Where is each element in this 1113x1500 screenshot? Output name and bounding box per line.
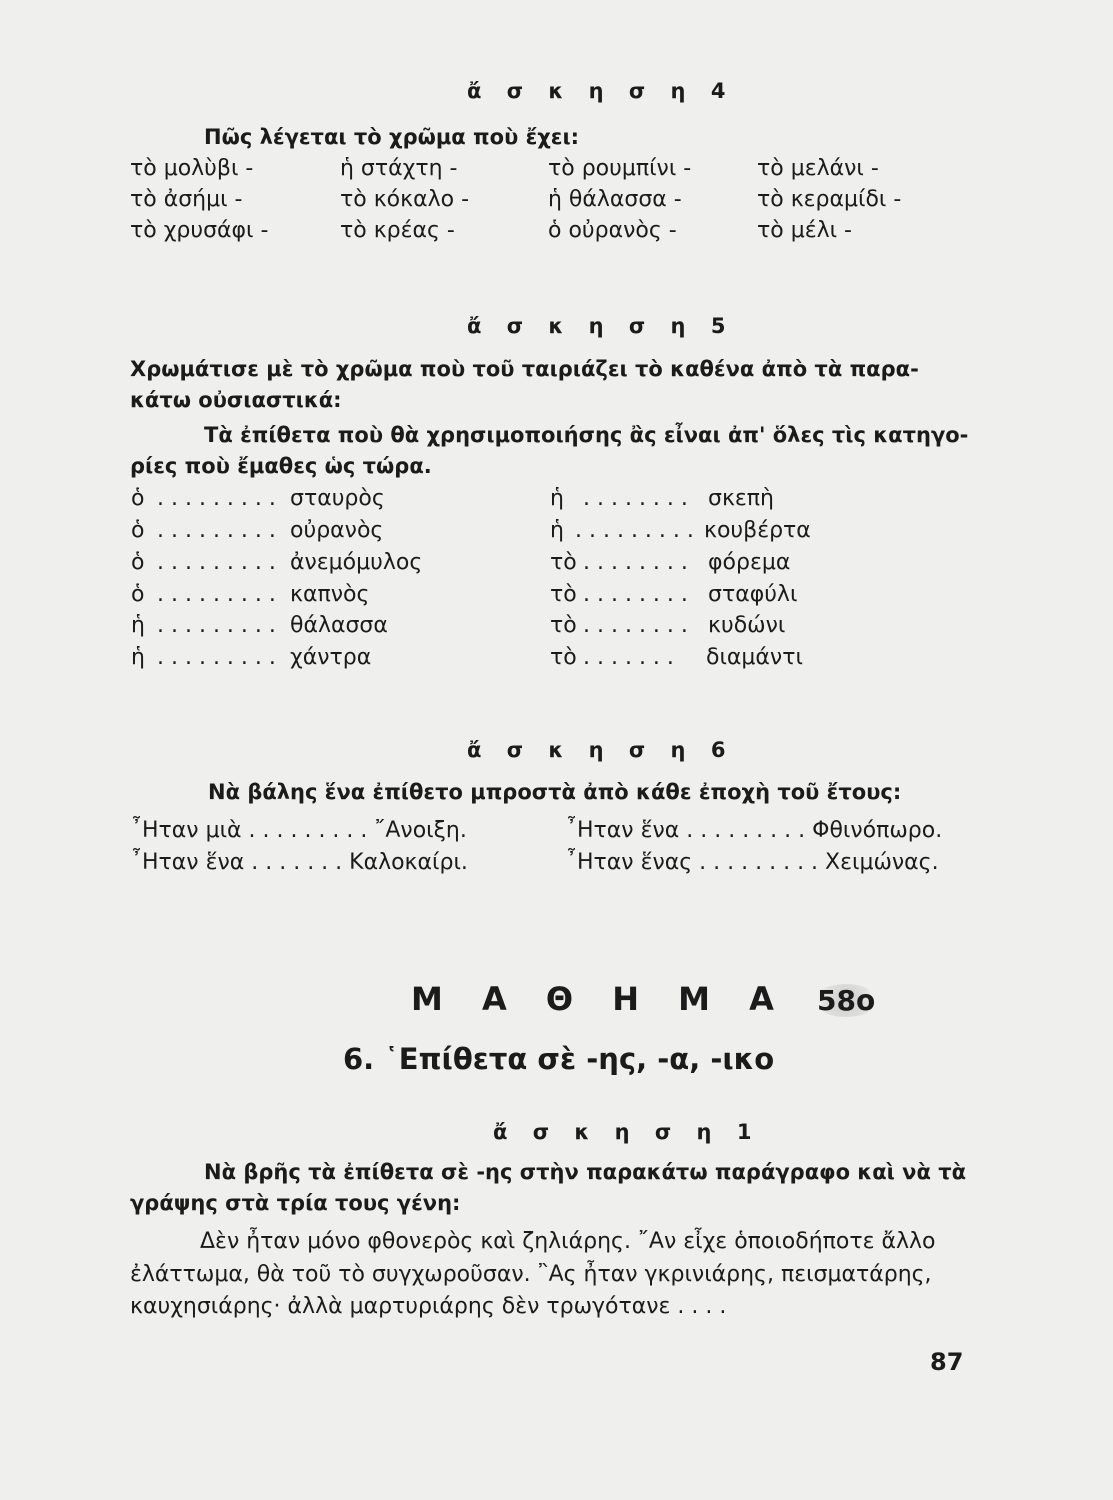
exercise-1-paragraph-line-3: καυχησιάρης· ἀλλὰ μαρτυριάρης δὲν τρωγότανε . . . . (130, 1294, 727, 1319)
ex5-right-article: ἡ (550, 486, 564, 511)
ex5-left-noun: οὐρανὸς (290, 518, 384, 543)
ex4-cell: τὸ κρέας - (340, 218, 455, 243)
ex5-left-blank: . . . . . . . . . (157, 486, 276, 511)
ex5-left-noun: καπνὸς (290, 582, 370, 607)
exercise-5-note-line-1: Τὰ ἐπίθετα ποὺ θὰ χρησιμοποιήσης ἂς εἶναι ἀπ' ὅλες τὶς κατηγο- (204, 423, 969, 447)
page-number: 87 (930, 1348, 964, 1376)
ex4-cell: τὸ μελάνι - (757, 156, 879, 181)
ex5-right-noun: κουβέρτα (704, 518, 811, 543)
exercise-1-instruction-line-1: Νὰ βρῆς τὰ ἐπίθετα σὲ -ης στὴν παρακάτω παράγραφο καὶ νὰ τὰ (204, 1160, 967, 1184)
exercise-5-instruction-line-2: κάτω οὐσιαστικά: (130, 388, 342, 412)
exercise-1-paragraph-line-1: Δὲν ἦταν μόνο φθονερὸς καὶ ζηλιάρης. ῎Αν εἶχε ὁποιοδήποτε ἄλλο (200, 1229, 936, 1254)
ex5-right-noun: φόρεμα (708, 550, 791, 575)
exercise-6-heading: ἄ σ κ η σ η 6 (467, 738, 735, 762)
ex5-left-blank: . . . . . . . . . (157, 550, 276, 575)
ex5-right-article: τὸ (550, 645, 577, 670)
ex5-right-blank: . . . . . . . . (583, 582, 688, 607)
exercise-1-instruction-line-2: γράψης στὰ τρία τους γένη: (130, 1191, 461, 1215)
ex5-left-blank: . . . . . . . . . (157, 645, 276, 670)
exercise-4-heading: ἄ σ κ η σ η 4 (467, 79, 735, 103)
ex5-right-article: τὸ (550, 613, 577, 638)
ex5-left-article: ὁ (131, 486, 145, 511)
ex5-right-blank: . . . . . . . . (583, 613, 688, 638)
ex5-right-blank: . . . . . . . (583, 645, 674, 670)
ex4-cell: ἡ θάλασσα - (548, 187, 682, 212)
exercise-5-heading: ἄ σ κ η σ η 5 (467, 314, 735, 338)
ex5-left-article: ὁ (131, 518, 145, 543)
lesson-number: 58ο (813, 984, 879, 1017)
exercise-5-instruction-line-1: Χρωμάτισε μὲ τὸ χρῶμα ποὺ τοῦ ταιριάζει τὸ καθένα ἀπὸ τὰ παρα- (130, 357, 919, 381)
ex4-cell: τὸ χρυσάφι - (130, 218, 269, 243)
ex6-cell: ῏Ηταν ἕνα . . . . . . . Καλοκαίρι. (131, 850, 468, 875)
ex5-left-noun: σταυρὸς (290, 486, 385, 511)
ex5-left-article: ὁ (131, 582, 145, 607)
ex5-right-article: τὸ (550, 582, 577, 607)
ex5-left-article: ἡ (131, 613, 145, 638)
ex5-left-blank: . . . . . . . . . (157, 582, 276, 607)
ex5-right-blank: . . . . . . . . (583, 486, 688, 511)
ex5-right-noun: σταφύλι (708, 582, 798, 607)
ex5-right-blank: . . . . . . . . . (575, 518, 694, 543)
ex4-cell: τὸ κόκαλο - (340, 187, 470, 212)
exercise-5-note-line-2: ρίες ποὺ ἔμαθες ὡς τώρα. (130, 454, 432, 478)
ex6-cell: ῏Ηταν μιὰ . . . . . . . . . ῎Ανοιξη. (131, 818, 467, 843)
ex5-right-noun: σκεπὴ (708, 486, 774, 511)
ex4-cell: ἡ στάχτη - (340, 156, 458, 181)
exercise-1-paragraph-line-2: ἐλάττωμα, θὰ τοῦ τὸ συγχωροῦσαν. ῍Ας ἦταν γκρινιάρης, πεισματάρης, (130, 1262, 932, 1287)
ex5-left-noun: χάντρα (290, 645, 372, 670)
ex4-cell: τὸ κεραμίδι - (757, 187, 902, 212)
ex6-cell: ῏Ηταν ἕνα . . . . . . . . . Φθινόπωρο. (566, 818, 943, 843)
ex6-cell: ῏Ηταν ἕνας . . . . . . . . . Χειμώνας. (566, 850, 939, 875)
ex5-right-noun: διαμάντι (706, 645, 803, 670)
ex5-left-blank: . . . . . . . . . (157, 518, 276, 543)
lesson-title (411, 980, 879, 1018)
exercise-4-instruction: Πῶς λέγεται τὸ χρῶμα ποὺ ἔχει: (204, 125, 580, 149)
lesson-title-text: Μ Α Θ Η Μ Α (411, 980, 788, 1018)
ex5-right-blank: . . . . . . . . (583, 550, 688, 575)
ex4-cell: τὸ ρουμπίνι - (548, 156, 692, 181)
ex5-right-article: τὸ (550, 550, 577, 575)
ex5-left-blank: . . . . . . . . . (157, 613, 276, 638)
exercise-6-instruction: Νὰ βάλης ἕνα ἐπίθετο μπροστὰ ἀπὸ κάθε ἐποχὴ τοῦ ἔτους: (208, 780, 902, 804)
ex4-cell: τὸ μέλι - (757, 218, 852, 243)
ex4-cell: τὸ ἀσήμι - (130, 187, 243, 212)
ex4-cell: τὸ μολὺβι - (130, 156, 254, 181)
ex5-left-article: ἡ (131, 645, 145, 670)
ex5-left-noun: θάλασσα (290, 613, 388, 638)
ex5-right-noun: κυδώνι (708, 613, 786, 638)
exercise-1-heading: ἄ σ κ η σ η 1 (493, 1120, 761, 1144)
ex5-right-article: ἡ (550, 518, 564, 543)
ex4-cell: ὁ οὐρανὸς - (548, 218, 677, 243)
ex5-left-article: ὁ (131, 550, 145, 575)
section-title: 6. ῾Επίθετα σὲ -ης, -α, -ικο (343, 1042, 775, 1076)
ex5-left-noun: ἀνεμόμυλος (290, 550, 423, 575)
